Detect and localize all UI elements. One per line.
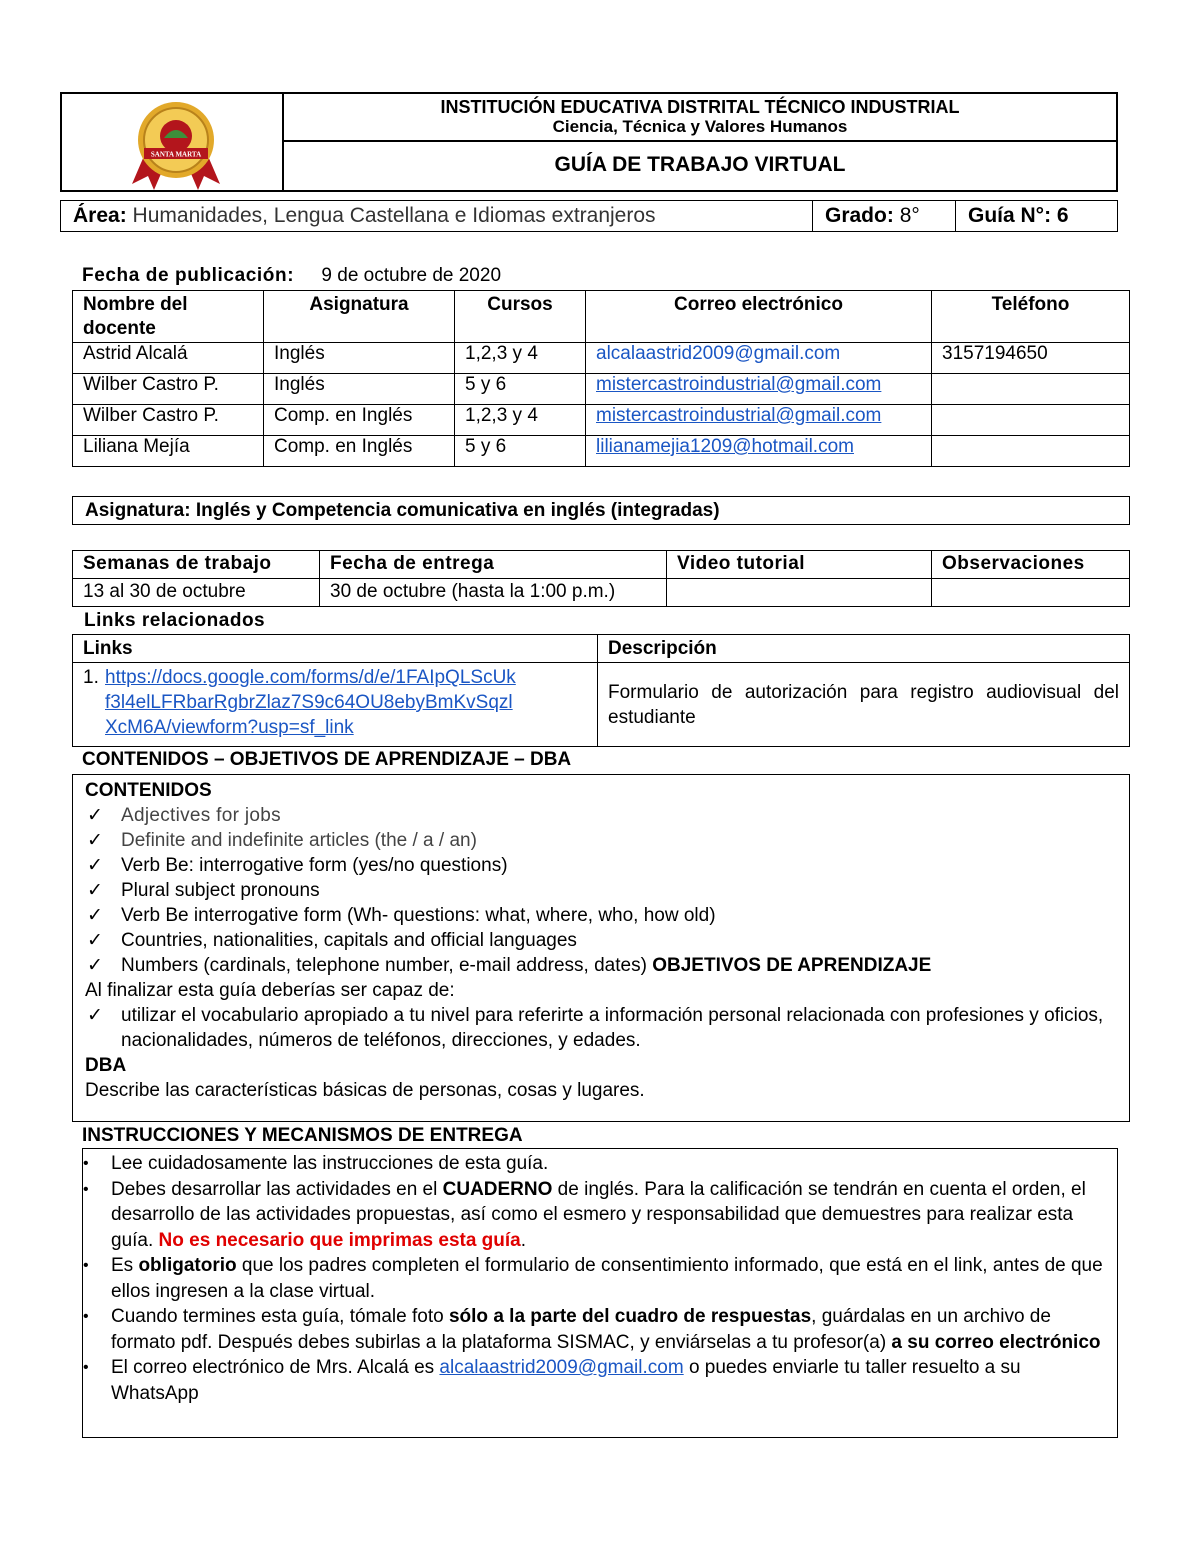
instructions-box bbox=[82, 1148, 1118, 1438]
logo-cell bbox=[62, 94, 284, 190]
teacher-name: Astrid Alcalá bbox=[73, 343, 264, 374]
teacher-subject: Inglés bbox=[264, 343, 455, 374]
teacher-phone bbox=[932, 374, 1130, 405]
list-item: ✓ Adjectives for jobs bbox=[87, 805, 281, 826]
area-label: Área: bbox=[73, 204, 127, 227]
teacher-subject: Inglés bbox=[264, 374, 455, 405]
check-icon: ✓ bbox=[87, 855, 103, 876]
publication-label: Fecha de publicación: bbox=[82, 265, 295, 286]
contents-section-title: CONTENIDOS – OBJETIVOS DE APRENDIZAJE – DBA bbox=[82, 749, 572, 770]
dba-text: Describe las características básicas de personas, cosas y lugares. bbox=[85, 1080, 645, 1101]
subject-box: Asignatura: Inglés y Competencia comunicativa en inglés (integradas) bbox=[72, 496, 1130, 525]
guide-number-label: Guía N°: bbox=[968, 204, 1052, 227]
header-video: Video tutorial bbox=[667, 551, 932, 579]
check-icon: ✓ bbox=[87, 955, 103, 976]
area-row bbox=[60, 200, 1118, 232]
guide-title: GUÍA DE TRABAJO VIRTUAL bbox=[554, 153, 846, 176]
header-teacher: Nombre del docente bbox=[73, 291, 264, 343]
header-description: Descripción bbox=[598, 635, 1130, 663]
link-description: Formulario de autorización para registro audiovisual del estudiante bbox=[598, 663, 1130, 747]
bullet-icon: • bbox=[83, 1359, 89, 1376]
institution-motto: Ciencia, Técnica y Valores Humanos bbox=[552, 117, 848, 136]
header-links: Links bbox=[73, 635, 598, 663]
instructions-title: INSTRUCCIONES Y MECANISMOS DE ENTREGA bbox=[82, 1125, 523, 1146]
list-item: ✓ utilizar el vocabulario apropiado a tu nivel para referirte a información personal relacionada con profesiones y oficios, nacionalidades, números de teléfonos, direcciones, y edades. bbox=[87, 1005, 1104, 1051]
teacher-courses: 1,2,3 y 4 bbox=[455, 343, 586, 374]
list-item: ✓ Plural subject pronouns bbox=[87, 880, 320, 901]
dba-heading: DBA bbox=[85, 1055, 127, 1076]
due-date-value: 30 de octubre (hasta la 1:00 p.m.) bbox=[320, 579, 667, 607]
institution-row bbox=[284, 94, 1116, 142]
no-print-notice: No es necesario que imprimas esta guía bbox=[158, 1229, 521, 1251]
contents-box bbox=[72, 774, 1130, 1122]
list-item: ✓ Countries, nationalities, capitals and official languages bbox=[87, 930, 577, 951]
schedule-table bbox=[72, 550, 1130, 607]
school-seal-icon bbox=[126, 98, 226, 190]
list-item: ✓ Numbers (cardinals, telephone number, e-mail address, dates) OBJETIVOS DE APRENDIZAJE bbox=[87, 955, 932, 976]
bullet-icon: • bbox=[83, 1257, 89, 1274]
objectives-heading: OBJETIVOS DE APRENDIZAJE bbox=[652, 955, 932, 976]
objectives-intro: Al finalizar esta guía deberías ser capaz de: bbox=[85, 980, 455, 1001]
links-title: Links relacionados bbox=[84, 610, 266, 631]
bullet-icon: • bbox=[83, 1180, 89, 1198]
publication-value: 9 de octubre de 2020 bbox=[321, 265, 502, 286]
teacher-email-link[interactable]: lilianamejia1209@hotmail.com bbox=[596, 436, 854, 457]
contents-heading: CONTENIDOS bbox=[85, 780, 212, 801]
list-item: ✓ Verb Be interrogative form (Wh- questions: what, where, who, how old) bbox=[87, 905, 716, 926]
table-row bbox=[73, 579, 1130, 607]
guide-number-value: 6 bbox=[1056, 204, 1069, 227]
header-email: Correo electrónico bbox=[586, 291, 932, 343]
table-row bbox=[73, 374, 1130, 405]
form-link-line[interactable]: https://docs.google.com/forms/d/e/1FAIpQLScUk bbox=[105, 667, 516, 688]
grade-label: Grado: bbox=[825, 204, 894, 227]
list-item: • El correo electrónico de Mrs. Alcalá es alcalaastrid2009@gmail.com o puedes enviarle tu taller resuelto a su WhatsApp bbox=[83, 1357, 1021, 1404]
list-item: • Es obligatorio que los padres completen el formulario de consentimiento informado, que está en el link, antes de que ellos ingresen a la clase virtual. bbox=[83, 1255, 1103, 1302]
header-box bbox=[60, 92, 1118, 192]
observations-value bbox=[932, 579, 1130, 607]
objectives-list bbox=[85, 1003, 1117, 1053]
check-icon: ✓ bbox=[87, 930, 103, 951]
table-header-row bbox=[73, 635, 1130, 663]
contents-list bbox=[85, 803, 1117, 978]
list-item: ✓ Verb Be: interrogative form (yes/no questions) bbox=[87, 855, 508, 876]
list-item: • Debes desarrollar las actividades en el CUADERNO de inglés. Para la calificación se tendrán en cuenta el orden, el desarrollo de las actividades propuestas, así como el esmero y responsabilidad que demuestres para realizar esta guía. No es necesario que imprimas esta guía. bbox=[83, 1178, 1086, 1251]
grade-value: 8° bbox=[899, 204, 920, 227]
header-subject: Asignatura bbox=[264, 291, 455, 343]
teacher-subject: Comp. en Inglés bbox=[264, 405, 455, 436]
area-value: Humanidades, Lengua Castellana e Idiomas extranjeros bbox=[132, 204, 656, 227]
teacher-phone bbox=[932, 436, 1130, 467]
table-header-row bbox=[73, 551, 1130, 579]
teacher-name: Wilber Castro P. bbox=[73, 374, 264, 405]
check-icon: ✓ bbox=[87, 830, 103, 851]
bullet-icon: • bbox=[83, 1155, 89, 1172]
list-item: • Lee cuidadosamente las instrucciones de esta guía. bbox=[83, 1151, 1111, 1177]
header-observations: Observaciones bbox=[932, 551, 1130, 579]
check-icon: ✓ bbox=[87, 1005, 103, 1026]
list-item: • Cuando termines esta guía, tómale foto sólo a la parte del cuadro de respuestas, guárdalas en un archivo de formato pdf. Después debes subirlas a la plataforma SISMAC, y enviárselas a tu profesor(a) a su correo electrónico bbox=[83, 1306, 1101, 1353]
publication-date bbox=[82, 264, 501, 288]
weeks-value: 13 al 30 de octubre bbox=[73, 579, 320, 607]
teacher-email-link[interactable]: alcalaastrid2009@gmail.com bbox=[596, 343, 841, 364]
header-phone: Teléfono bbox=[932, 291, 1130, 343]
video-value bbox=[667, 579, 932, 607]
table-header-row bbox=[73, 291, 1130, 343]
guide-number-cell bbox=[955, 200, 1118, 232]
table-row bbox=[73, 436, 1130, 467]
teacher-courses: 5 y 6 bbox=[455, 374, 586, 405]
link-number: 1. bbox=[83, 667, 99, 688]
form-link-line[interactable]: f3l4elLFRbarRgbrZlaz7S9c64OU8ebyBmKvSqzl bbox=[105, 692, 513, 713]
logo-text: SANTA MARTA bbox=[150, 150, 202, 159]
alcala-email-link[interactable]: alcalaastrid2009@gmail.com bbox=[439, 1357, 684, 1378]
list-item: ✓ Definite and indefinite articles (the / a / an) bbox=[87, 830, 477, 851]
institution-name: INSTITUCIÓN EDUCATIVA DISTRITAL TÉCNICO INDUSTRIAL bbox=[440, 97, 960, 117]
teacher-name: Liliana Mejía bbox=[73, 436, 264, 467]
teacher-email-link[interactable]: mistercastroindustrial@gmail.com bbox=[596, 374, 882, 395]
table-row bbox=[73, 405, 1130, 436]
header-weeks: Semanas de trabajo bbox=[73, 551, 320, 579]
check-icon: ✓ bbox=[87, 880, 103, 901]
links-table bbox=[72, 634, 1130, 747]
form-link-line[interactable]: XcM6A/viewform?usp=sf_link bbox=[105, 717, 354, 738]
bullet-icon: • bbox=[83, 1308, 89, 1325]
teacher-email-link[interactable]: mistercastroindustrial@gmail.com bbox=[596, 405, 882, 426]
teacher-courses: 5 y 6 bbox=[455, 436, 586, 467]
teacher-subject: Comp. en Inglés bbox=[264, 436, 455, 467]
area-cell bbox=[60, 200, 813, 232]
teacher-courses: 1,2,3 y 4 bbox=[455, 405, 586, 436]
table-row bbox=[73, 663, 1130, 747]
teachers-table bbox=[72, 290, 1130, 467]
teacher-phone bbox=[932, 405, 1130, 436]
link-cell bbox=[73, 663, 598, 747]
instructions-list bbox=[83, 1151, 1111, 1406]
grade-cell bbox=[812, 200, 956, 232]
guide-title-row bbox=[284, 142, 1116, 190]
teacher-phone: 3157194650 bbox=[932, 343, 1130, 374]
teacher-name: Wilber Castro P. bbox=[73, 405, 264, 436]
table-row bbox=[73, 343, 1130, 374]
header-courses: Cursos bbox=[455, 291, 586, 343]
header-due-date: Fecha de entrega bbox=[320, 551, 667, 579]
check-icon: ✓ bbox=[87, 905, 103, 926]
check-icon: ✓ bbox=[87, 805, 103, 826]
